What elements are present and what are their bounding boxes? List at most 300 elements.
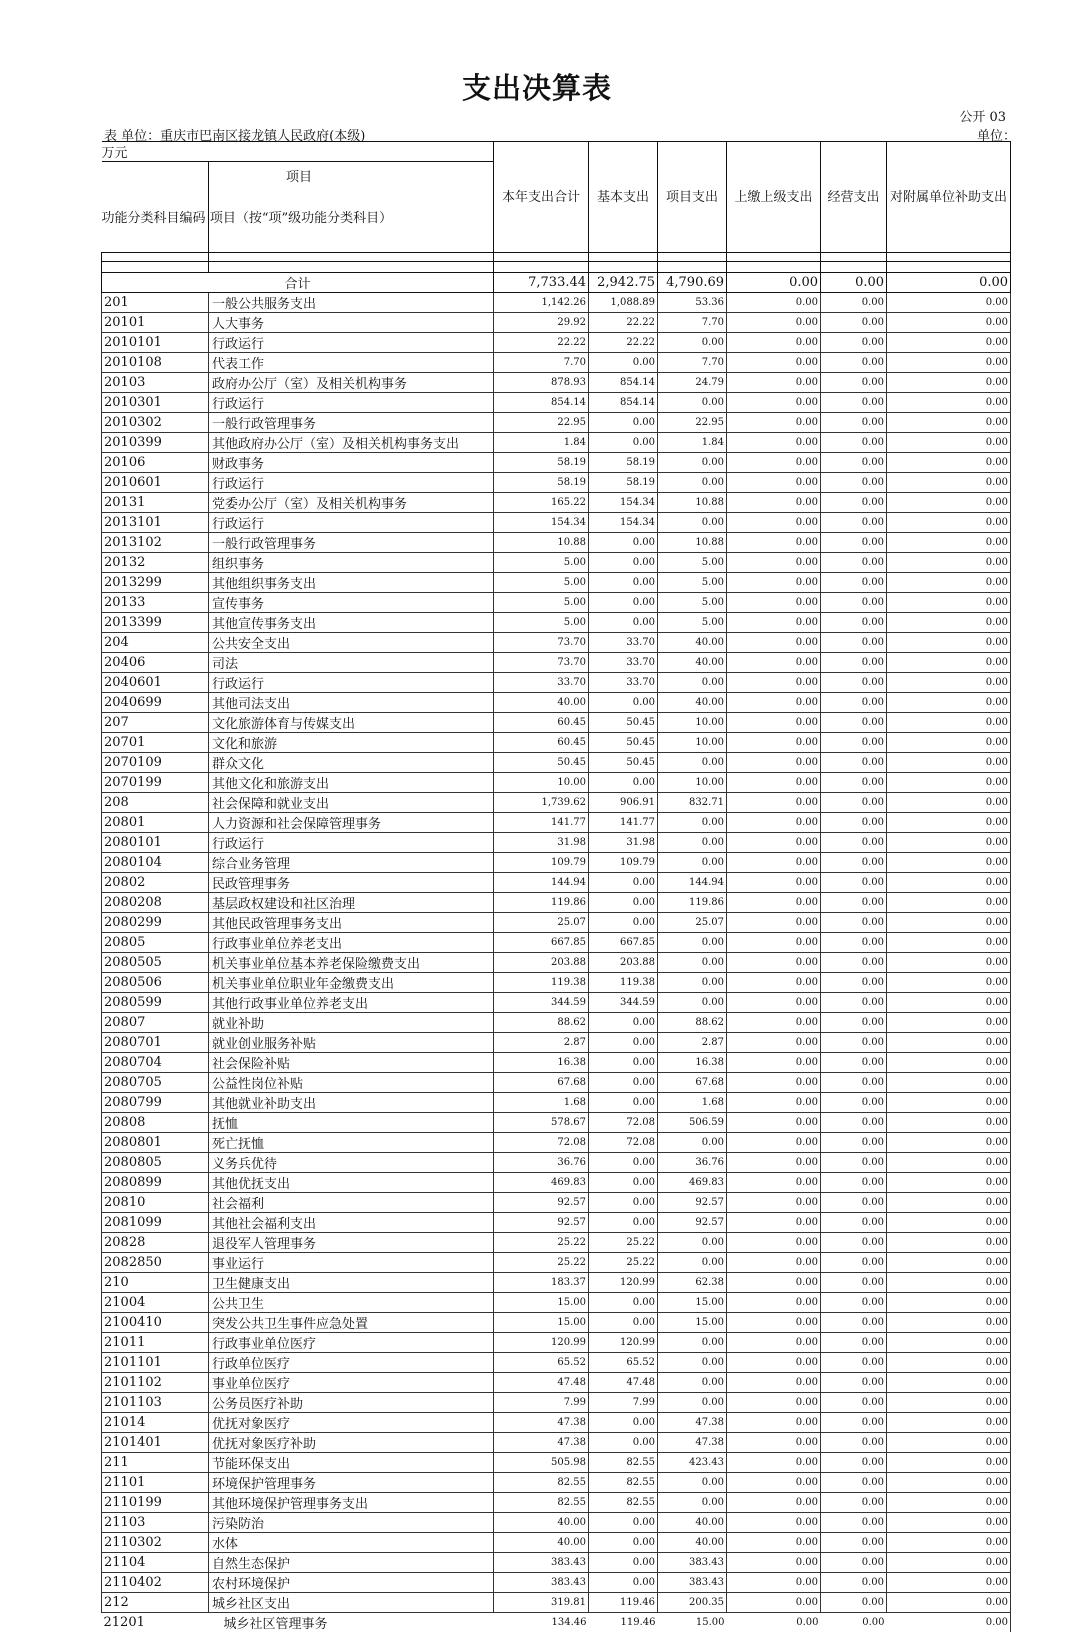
row-basic: 203.88 [589,953,658,973]
row-code: 207 [102,713,209,733]
row-total: 120.99 [494,1333,589,1353]
table-row [102,613,1011,633]
row-total: 65.52 [494,1353,589,1373]
row-upper: 0.00 [727,1313,821,1333]
row-upper: 0.00 [727,633,821,653]
table-row [102,933,1011,953]
row-project: 0.00 [658,813,727,833]
row-basic: 0.00 [589,693,658,713]
row-basic: 0.00 [589,553,658,573]
row-business: 0.00 [821,1333,887,1353]
row-total: 25.22 [494,1233,589,1253]
row-code: 2080701 [102,1033,209,1053]
row-basic: 0.00 [589,1553,658,1573]
row-basic: 47.48 [589,1373,658,1393]
row-project: 0.00 [658,1253,727,1273]
row-total: 33.70 [494,673,589,693]
header-basic: 基本支出 [589,142,658,253]
row-name: 财政事务 [209,453,494,473]
row-project: 119.86 [658,893,727,913]
row-name: 社会保障和就业支出 [209,793,494,813]
row-business: 0.00 [821,1553,887,1573]
row-subsidy: 0.00 [887,1053,1011,1073]
row-total: 16.38 [494,1053,589,1073]
row-upper: 0.00 [727,493,821,513]
row-total: 92.57 [494,1213,589,1233]
row-total: 203.88 [494,953,589,973]
row-code: 21103 [102,1513,209,1533]
row-code: 2080101 [102,833,209,853]
row-name: 行政运行 [209,473,494,493]
row-total: 92.57 [494,1193,589,1213]
row-basic: 50.45 [589,733,658,753]
row-project: 0.00 [658,1353,727,1373]
row-total: 1.84 [494,433,589,453]
row-code: 2110199 [102,1493,209,1513]
row-project: 469.83 [658,1173,727,1193]
row-basic: 0.00 [589,1173,658,1193]
row-project: 832.71 [658,793,727,813]
table-row [102,1273,1011,1293]
table-row [102,393,1011,413]
row-business: 0.00 [821,673,887,693]
table-row [102,993,1011,1013]
row-total: 60.45 [494,713,589,733]
row-name: 优抚对象医疗 [209,1413,494,1433]
row-upper: 0.00 [727,1413,821,1433]
row-basic: 0.00 [589,613,658,633]
row-name: 其他政府办公厅（室）及相关机构事务支出 [209,433,494,453]
row-code: 2101102 [102,1373,209,1393]
table-row [102,653,1011,673]
row-name: 社会保险补贴 [209,1053,494,1073]
row-total: 119.86 [494,893,589,913]
row-name: 群众文化 [209,753,494,773]
row-code: 20801 [102,813,209,833]
row-code: 21004 [102,1293,209,1313]
row-basic: 82.55 [589,1473,658,1493]
row-total: 47.38 [494,1413,589,1433]
row-subsidy: 0.00 [887,1113,1011,1133]
row-upper: 0.00 [727,1473,821,1493]
row-subsidy: 0.00 [887,873,1011,893]
row-subsidy: 0.00 [887,1513,1011,1533]
row-name: 优抚对象医疗补助 [209,1433,494,1453]
row-upper: 0.00 [727,573,821,593]
row-business: 0.00 [821,293,887,313]
row-upper: 0.00 [727,1293,821,1313]
row-project: 0.00 [658,473,727,493]
row-name: 行政运行 [209,673,494,693]
table-row [102,1593,1011,1613]
table-row [102,1053,1011,1073]
header-total: 本年支出合计 [494,142,589,253]
row-project: 62.38 [658,1273,727,1293]
table-row [102,1333,1011,1353]
header-name [209,162,494,253]
row-name: 机关事业单位职业年金缴费支出 [209,973,494,993]
row-name: 义务兵优待 [209,1153,494,1173]
row-code: 211 [102,1453,209,1473]
row-total: 144.94 [494,873,589,893]
total-upper: 0.00 [727,273,821,293]
row-name: 政府办公厅（室）及相关机构事务 [209,373,494,393]
row-business: 0.00 [821,1073,887,1093]
row-upper: 0.00 [727,453,821,473]
row-project: 88.62 [658,1013,727,1033]
row-project: 0.00 [658,333,727,353]
row-name: 党委办公厅（室）及相关机构事务 [209,493,494,513]
row-project: 7.70 [658,353,727,373]
row-business: 0.00 [821,713,887,733]
row-total: 1.68 [494,1093,589,1113]
row-total: 58.19 [494,473,589,493]
row-code: 2080208 [102,893,209,913]
row-business: 0.00 [821,733,887,753]
expenditure-table [101,141,1011,1632]
row-name: 一般行政管理事务 [209,413,494,433]
row-subsidy: 0.00 [887,1253,1011,1273]
table-row [102,413,1011,433]
table-row [102,1553,1011,1573]
row-code: 2080799 [102,1093,209,1113]
row-name: 社会福利 [209,1193,494,1213]
row-business: 0.00 [821,453,887,473]
row-code: 210 [102,1273,209,1293]
row-business: 0.00 [821,893,887,913]
row-upper: 0.00 [727,1273,821,1293]
table-row [102,1033,1011,1053]
row-name: 行政运行 [209,513,494,533]
row-project: 0.00 [658,753,727,773]
row-basic: 0.00 [589,1433,658,1453]
table-row [102,1373,1011,1393]
table-row [102,973,1011,993]
row-business: 0.00 [821,1393,887,1413]
row-basic: 72.08 [589,1113,658,1133]
total-subsidy: 0.00 [887,273,1011,293]
table-row [102,853,1011,873]
row-upper: 0.00 [727,293,821,313]
row-basic: 0.00 [589,1073,658,1093]
row-basic: 31.98 [589,833,658,853]
row-subsidy: 0.00 [887,1473,1011,1493]
row-subsidy: 0.00 [887,793,1011,813]
row-upper: 0.00 [727,1553,821,1573]
row-subsidy: 0.00 [887,733,1011,753]
row-code: 2070109 [102,753,209,773]
row-upper: 0.00 [727,833,821,853]
row-basic: 120.99 [589,1333,658,1353]
row-subsidy: 0.00 [887,773,1011,793]
row-upper: 0.00 [727,533,821,553]
row-code: 2110402 [102,1573,209,1593]
row-upper: 0.00 [727,1513,821,1533]
row-total: 40.00 [494,693,589,713]
table-row [102,793,1011,813]
row-code: 2080899 [102,1173,209,1193]
row-total: 5.00 [494,613,589,633]
row-basic: 667.85 [589,933,658,953]
row-name: 城乡社区支出 [209,1593,494,1613]
table-row [102,573,1011,593]
row-project: 0.00 [658,973,727,993]
row-upper: 0.00 [727,813,821,833]
row-subsidy: 0.00 [887,673,1011,693]
row-total: 88.62 [494,1013,589,1033]
row-basic: 119.38 [589,973,658,993]
row-upper: 0.00 [727,913,821,933]
row-code: 20132 [102,553,209,573]
row-code: 208 [102,793,209,813]
row-project: 0.00 [658,1373,727,1393]
row-name: 死亡抚恤 [209,1133,494,1153]
header-project-expense: 项目支出 [658,142,727,253]
row-subsidy: 0.00 [887,833,1011,853]
row-upper: 0.00 [727,433,821,453]
row-total: 36.76 [494,1153,589,1173]
row-name: 机关事业单位基本养老保险缴费支出 [209,953,494,973]
table-row [102,493,1011,513]
row-upper: 0.00 [727,1613,821,1632]
row-name: 就业创业服务补贴 [209,1033,494,1053]
row-upper: 0.00 [727,893,821,913]
row-upper: 0.00 [727,313,821,333]
row-project: 0.00 [658,1393,727,1413]
row-upper: 0.00 [727,933,821,953]
row-upper: 0.00 [727,1333,821,1353]
row-basic: 58.19 [589,453,658,473]
row-subsidy: 0.00 [887,1393,1011,1413]
row-name: 就业补助 [209,1013,494,1033]
row-code: 2101103 [102,1393,209,1413]
row-project: 0.00 [658,953,727,973]
row-subsidy: 0.00 [887,913,1011,933]
row-total: 469.83 [494,1173,589,1193]
row-code: 2010301 [102,393,209,413]
row-business: 0.00 [821,573,887,593]
table-row [102,1133,1011,1153]
row-basic: 0.00 [589,1533,658,1553]
row-business: 0.00 [821,1353,887,1373]
page-title: 支出决算表 [0,66,1074,107]
row-subsidy: 0.00 [887,933,1011,953]
row-name: 公益性岗位补贴 [209,1073,494,1093]
row-basic: 344.59 [589,993,658,1013]
row-name: 卫生健康支出 [209,1273,494,1293]
row-code: 21104 [102,1553,209,1573]
row-total: 7.70 [494,353,589,373]
row-code: 2040601 [102,673,209,693]
row-business: 0.00 [821,1433,887,1453]
row-subsidy: 0.00 [887,333,1011,353]
row-business: 0.00 [821,1373,887,1393]
row-code: 2080805 [102,1153,209,1173]
row-total: 1,142.26 [494,293,589,313]
row-subsidy: 0.00 [887,393,1011,413]
row-name: 行政运行 [209,333,494,353]
row-upper: 0.00 [727,693,821,713]
row-name: 事业单位医疗 [209,1373,494,1393]
row-upper: 0.00 [727,773,821,793]
row-code: 2080506 [102,973,209,993]
row-project: 53.36 [658,293,727,313]
table-row [102,1533,1011,1553]
row-business: 0.00 [821,1253,887,1273]
row-upper: 0.00 [727,993,821,1013]
row-name: 其他司法支出 [209,693,494,713]
row-code: 2080705 [102,1073,209,1093]
row-upper: 0.00 [727,653,821,673]
row-upper: 0.00 [727,513,821,533]
row-project: 506.59 [658,1113,727,1133]
row-subsidy: 0.00 [887,373,1011,393]
row-code: 20808 [102,1113,209,1133]
row-business: 0.00 [821,1053,887,1073]
row-name: 一般公共服务支出 [209,293,494,313]
row-project: 40.00 [658,633,727,653]
row-project: 0.00 [658,933,727,953]
row-basic: 7.99 [589,1393,658,1413]
row-project: 0.00 [658,1133,727,1153]
header-upper: 上缴上级支出 [727,142,821,253]
row-basic: 0.00 [589,433,658,453]
row-code: 2080801 [102,1133,209,1153]
row-code: 2040699 [102,693,209,713]
row-total: 383.43 [494,1573,589,1593]
row-business: 0.00 [821,1173,887,1193]
row-upper: 0.00 [727,1113,821,1133]
row-subsidy: 0.00 [887,293,1011,313]
row-business: 0.00 [821,613,887,633]
row-total: 154.34 [494,513,589,533]
row-basic: 854.14 [589,393,658,413]
row-total: 344.59 [494,993,589,1013]
row-code: 2013399 [102,613,209,633]
row-upper: 0.00 [727,373,821,393]
row-code: 20103 [102,373,209,393]
row-project: 15.00 [658,1613,727,1632]
row-name: 行政运行 [209,833,494,853]
row-subsidy: 0.00 [887,453,1011,473]
row-subsidy: 0.00 [887,1453,1011,1473]
table-row [102,1613,1011,1632]
row-code: 21201 [102,1613,209,1632]
row-project: 47.38 [658,1433,727,1453]
row-project: 15.00 [658,1313,727,1333]
row-code: 20807 [102,1013,209,1033]
table-row [102,593,1011,613]
total-project: 4,790.69 [658,273,727,293]
row-subsidy: 0.00 [887,1533,1011,1553]
row-business: 0.00 [821,1533,887,1553]
row-business: 0.00 [821,1293,887,1313]
row-total: 2.87 [494,1033,589,1053]
row-project: 10.00 [658,773,727,793]
table-row [102,893,1011,913]
row-business: 0.00 [821,1313,887,1333]
row-upper: 0.00 [727,1153,821,1173]
row-subsidy: 0.00 [887,573,1011,593]
row-code: 2101401 [102,1433,209,1453]
table-row [102,1573,1011,1593]
row-name: 文化和旅游 [209,733,494,753]
row-total: 667.85 [494,933,589,953]
row-total: 47.48 [494,1373,589,1393]
row-upper: 0.00 [727,873,821,893]
row-code: 2010101 [102,333,209,353]
row-project: 5.00 [658,573,727,593]
row-project: 2.87 [658,1033,727,1053]
row-total: 25.22 [494,1253,589,1273]
table-row [102,1253,1011,1273]
row-subsidy: 0.00 [887,653,1011,673]
row-subsidy: 0.00 [887,1073,1011,1093]
row-project: 10.88 [658,493,727,513]
row-total: 854.14 [494,393,589,413]
row-subsidy: 0.00 [887,1353,1011,1373]
row-subsidy: 0.00 [887,1233,1011,1253]
table-row [102,1153,1011,1173]
row-business: 0.00 [821,973,887,993]
row-subsidy: 0.00 [887,473,1011,493]
row-project: 5.00 [658,593,727,613]
row-basic: 119.46 [589,1613,658,1632]
table-row [102,513,1011,533]
row-project: 144.94 [658,873,727,893]
unit-right-label: 单位： [977,125,1016,144]
row-name: 节能环保支出 [209,1453,494,1473]
row-project: 22.95 [658,413,727,433]
row-total: 505.98 [494,1453,589,1473]
row-upper: 0.00 [727,973,821,993]
table-row [102,953,1011,973]
row-upper: 0.00 [727,733,821,753]
row-business: 0.00 [821,873,887,893]
row-upper: 0.00 [727,553,821,573]
row-subsidy: 0.00 [887,1133,1011,1153]
row-name: 行政事业单位医疗 [209,1333,494,1353]
row-name: 水体 [209,1533,494,1553]
row-business: 0.00 [821,813,887,833]
row-business: 0.00 [821,853,887,873]
row-code: 2080299 [102,913,209,933]
row-code: 20133 [102,593,209,613]
row-basic: 72.08 [589,1133,658,1153]
row-total: 82.55 [494,1473,589,1493]
row-basic: 0.00 [589,1513,658,1533]
total-amount: 7,733.44 [494,273,589,293]
row-subsidy: 0.00 [887,1613,1011,1632]
row-code: 20828 [102,1233,209,1253]
row-business: 0.00 [821,1493,887,1513]
row-project: 25.07 [658,913,727,933]
row-project: 0.00 [658,993,727,1013]
row-basic: 33.70 [589,653,658,673]
row-basic: 50.45 [589,713,658,733]
row-total: 319.81 [494,1593,589,1613]
row-total: 40.00 [494,1533,589,1553]
row-code: 20131 [102,493,209,513]
row-subsidy: 0.00 [887,433,1011,453]
row-business: 0.00 [821,1273,887,1293]
row-code: 21011 [102,1333,209,1353]
table-row [102,1173,1011,1193]
row-basic: 33.70 [589,633,658,653]
row-name: 组织事务 [209,553,494,573]
row-name: 文化旅游体育与传媒支出 [209,713,494,733]
row-name: 公共安全支出 [209,633,494,653]
